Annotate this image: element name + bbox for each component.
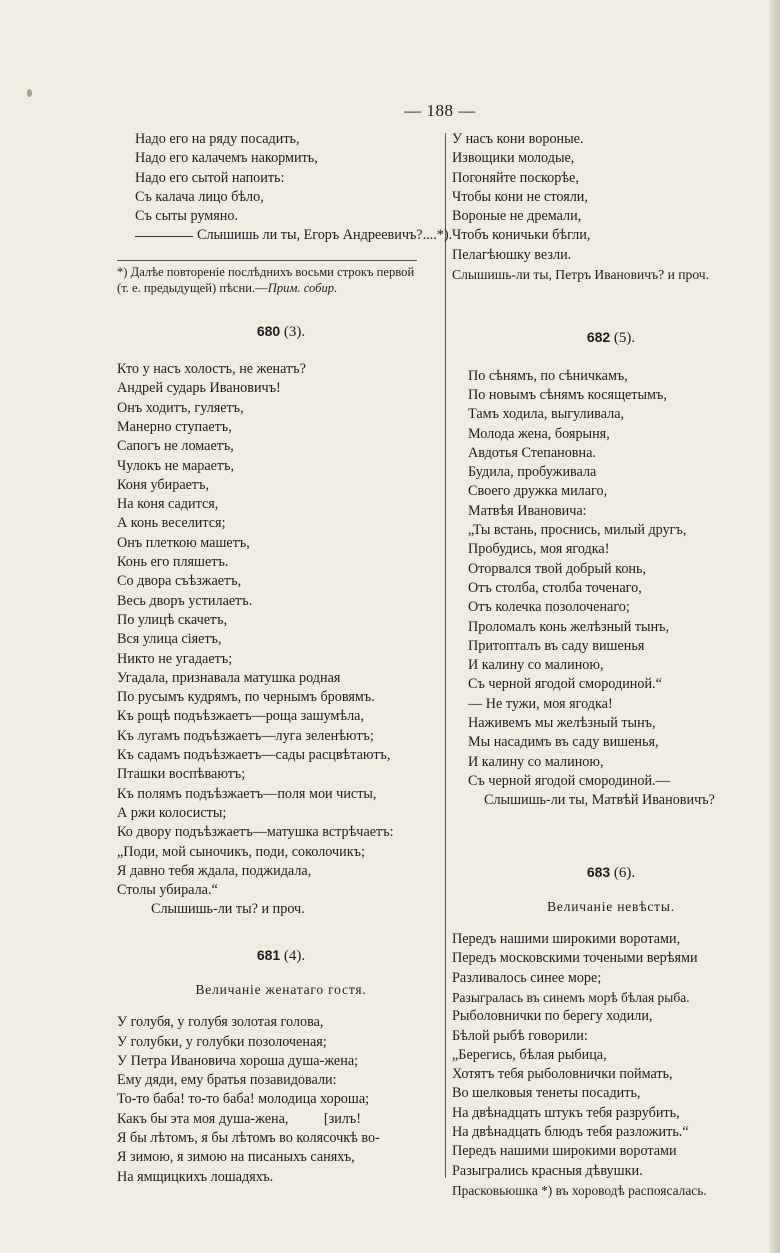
song-subnumber: (4). <box>283 947 306 964</box>
verse-line: Я зимою, я зимою на писаныхъ саняхъ, <box>117 1149 355 1166</box>
verse-line: Прасковьюшка *) въ хороводѣ распоясалась. <box>452 1182 707 1198</box>
verse-line: И калину со малиною, <box>468 753 604 770</box>
footnote <box>117 260 417 296</box>
verse-line: Столы убирала.“ <box>117 882 218 899</box>
verse-line: Во шелковыя тенеты посадить, <box>452 1085 641 1102</box>
verse-line: Тамъ ходила, выгуливала, <box>468 406 625 423</box>
verse-line: Наживемъ мы желѣзный тынъ, <box>468 715 656 732</box>
verse-line: Весь дворъ устилаетъ. <box>117 592 253 609</box>
song-closing: Слышишь-ли ты? и проч. <box>151 901 305 918</box>
verse-line: Оторвался твой добрый конь, <box>468 560 647 577</box>
verse-line: У голубя, у голубя золотая голова, <box>117 1014 324 1031</box>
verse-line: Къ садамъ подъѣзжаетъ—сады расцвѣтаютъ, <box>117 747 391 764</box>
verse-line: На коня садится, <box>117 496 219 513</box>
intro-stanza-right <box>452 130 770 284</box>
verse-line: У насъ кони вороные. <box>452 131 584 147</box>
ink-spot <box>27 89 32 97</box>
verse-line: Отъ столба, столба точенаго, <box>468 579 642 596</box>
page-edge <box>770 0 780 1253</box>
verse-line: Вороные не дремали, <box>452 208 582 225</box>
verse-line: Матвѣя Ивановича: <box>468 502 587 519</box>
verse-line: Рыболовнички по берегу ходили, <box>452 1008 653 1025</box>
song-subtitle: Величаніе невѣсты. <box>547 898 675 914</box>
song-683-text <box>452 930 770 1200</box>
verse-line: Извощики молодые, <box>452 150 575 167</box>
song-subnumber: (3). <box>283 323 306 340</box>
verse-line: Чтобы кони не стояли, <box>452 188 588 205</box>
song-number: 681 <box>256 946 281 963</box>
verse-line: На двѣнадцать блюдъ тебя разложить.“ <box>452 1124 689 1141</box>
verse-line: Надо его калачемъ накормить, <box>135 150 318 167</box>
verse-line: Молода жена, боярыня, <box>468 425 610 442</box>
song-subnumber: (6). <box>613 864 636 881</box>
song-heading-681 <box>117 946 445 966</box>
verse-line: Ко двору подъѣзжаетъ—матушка встрѣчаетъ: <box>117 824 394 841</box>
verse-text: Слышишь ли ты, Егоръ Андреевичъ?....*). <box>197 227 453 244</box>
verse-line: Отъ колечка позолоченаго; <box>468 599 630 616</box>
column-divider <box>445 133 446 1178</box>
verse-line: Съ сыты румяно. <box>135 208 239 225</box>
verse-line: Проломалъ конь желѣзный тынъ, <box>468 618 670 635</box>
verse-line: Онъ плеткою машетъ, <box>117 534 250 551</box>
song-heading-680 <box>117 322 445 342</box>
verse-line: А конь веселится; <box>117 515 226 532</box>
verse-line: Я давно тебя ждала, поджидала, <box>117 862 312 879</box>
verse-line: И калину со малиною, <box>468 657 604 674</box>
verse-line: Хотятъ тебя рыболовнички поймать, <box>452 1066 673 1083</box>
verse-line: По новымъ сѣнямъ косящетымъ, <box>468 386 667 403</box>
verse-line: Манерно ступаетъ, <box>117 418 232 435</box>
verse-line: Своего дружка милаго, <box>468 483 608 500</box>
verse-line: Авдотья Степановна. <box>468 444 596 461</box>
verse-line: Угадала, признавала матушка родная <box>117 669 341 686</box>
verse-line: Чтобъ коничьки бѣгли, <box>452 227 591 244</box>
verse-line: Андрей сударь Ивановичъ! <box>117 380 281 397</box>
verse-line: А ржи колосисты; <box>117 804 227 821</box>
song-closing: Слышишь-ли ты, Петръ Ивановичъ? и проч. <box>452 267 710 283</box>
verse-line: Онъ ходитъ, гуляетъ, <box>117 399 244 416</box>
verse-line: По улицѣ скачетъ, <box>117 611 228 628</box>
song-closing: Слышишь-ли ты, Матвѣй Ивановичъ? <box>484 792 715 809</box>
song-subtitle: Величаніе женатаго гостя. <box>195 981 367 997</box>
verse-line: Пташки воспѣваютъ; <box>117 766 246 783</box>
verse-line: Какъ бы эта моя душа-жена, [зилъ! <box>117 1110 361 1127</box>
verse-line: Передъ нашими широкими воротами <box>452 1143 677 1160</box>
left-column <box>117 130 453 1187</box>
verse-line: Конь его пляшетъ. <box>117 554 229 571</box>
verse-line: Къ лугамъ подъѣзжаетъ—луга зеленѣютъ; <box>117 727 374 744</box>
verse-line: То-то баба! то-то баба! молодица хороша; <box>117 1091 370 1108</box>
song-number: 682 <box>586 329 611 346</box>
song-heading-682 <box>452 328 770 348</box>
verse-line: Я бы лѣтомъ, я бы лѣтомъ во колясочкѣ во- <box>117 1130 380 1147</box>
verse-line: Разыгрались красныя дѣвушки. <box>452 1162 643 1179</box>
verse-line: Притопталъ въ саду вишенья <box>468 637 645 654</box>
verse-line: Пробудись, моя ягодка! <box>468 541 610 558</box>
verse-line: Никто не угадаетъ; <box>117 650 233 667</box>
song-number: 680 <box>256 322 281 339</box>
verse-line: Со двора съѣзжаетъ, <box>117 573 242 590</box>
verse-line: Надо его на ряду посадить, <box>135 131 300 147</box>
verse-line: „Поди, мой сыночикъ, поди, соколочикъ; <box>117 843 365 860</box>
verse-line: У голубки, у голубки позолоченая; <box>117 1033 327 1050</box>
verse-line: Мы насадимъ въ саду вишенья, <box>468 734 659 751</box>
verse-line: Съ черной ягодой смородиной.“ <box>468 676 662 693</box>
verse-line: Пелагѣюшку везли. <box>452 246 572 263</box>
verse-line: Бѣлой рыбѣ говорили: <box>452 1027 588 1044</box>
verse-line: Вся улица сіяетъ, <box>117 631 222 648</box>
verse-line: Чулокъ не мараетъ, <box>117 457 235 474</box>
verse-line: Кто у насъ холостъ, не женатъ? <box>117 361 306 378</box>
verse-line: Разыгралась въ синемъ морѣ бѣлая рыба. <box>452 989 690 1005</box>
song-682-text <box>452 367 770 811</box>
verse-line: Надо его сытой напоить: <box>135 169 285 186</box>
verse-line: На двѣнадцать штукъ тебя разрубить, <box>452 1104 680 1121</box>
verse-line: „Берегись, бѣлая рыбица, <box>452 1046 607 1063</box>
verse-line: По сѣнямъ, по сѣничкамъ, <box>468 367 628 384</box>
verse-line: Передъ московскими точеными верѣями <box>452 950 698 967</box>
verse-line-with-rule <box>117 226 453 245</box>
song-680-text <box>117 360 445 920</box>
verse-line: Будила, пробуживала <box>468 464 597 481</box>
page-number: — 188 — <box>404 101 476 120</box>
verse-line: Съ черной ягодой смородиной.— <box>468 772 670 789</box>
verse-line: — Не тужи, моя ягодка! <box>468 695 613 712</box>
verse-line: Къ рощѣ подъѣзжаетъ—роща зашумѣла, <box>117 708 365 725</box>
verse-line: „Ты встань, проснись, милый другъ, <box>468 522 687 539</box>
intro-stanza-left <box>117 130 453 246</box>
verse-line: Съ калача лицо бѣло, <box>135 188 264 205</box>
footnote-text: *) Далѣе повтореніе послѣднихъ восьми строкъ первой (т. е. предыдущей) пѣсни.— <box>117 264 415 295</box>
right-column <box>452 130 770 1200</box>
dash-rule <box>135 236 193 237</box>
verse-line: Ему дяди, ему братья позавидовали: <box>117 1072 337 1089</box>
verse-line: По русымъ кудрямъ, по чернымъ бровямъ. <box>117 689 375 706</box>
verse-line: На ямщицкихъ лошадяхъ. <box>117 1168 274 1185</box>
verse-line: Сапогъ не ломаетъ, <box>117 438 234 455</box>
verse-line: У Петра Ивановича хороша душа-жена; <box>117 1052 359 1069</box>
song-subnumber: (5). <box>613 330 636 347</box>
song-heading-683 <box>452 863 770 883</box>
verse-line: Разливалось синее море; <box>452 969 602 986</box>
footnote-attribution: Прим. собир. <box>267 280 338 295</box>
verse-line: Къ полямъ подъѣзжаетъ—поля мои чисты, <box>117 785 377 802</box>
verse-line: Передъ нашими широкими воротами, <box>452 931 681 948</box>
song-681-text <box>117 1013 445 1187</box>
verse-line: Погоняйте поскорѣе, <box>452 169 579 186</box>
verse-line: Коня убираетъ, <box>117 476 210 493</box>
song-number: 683 <box>586 863 611 880</box>
